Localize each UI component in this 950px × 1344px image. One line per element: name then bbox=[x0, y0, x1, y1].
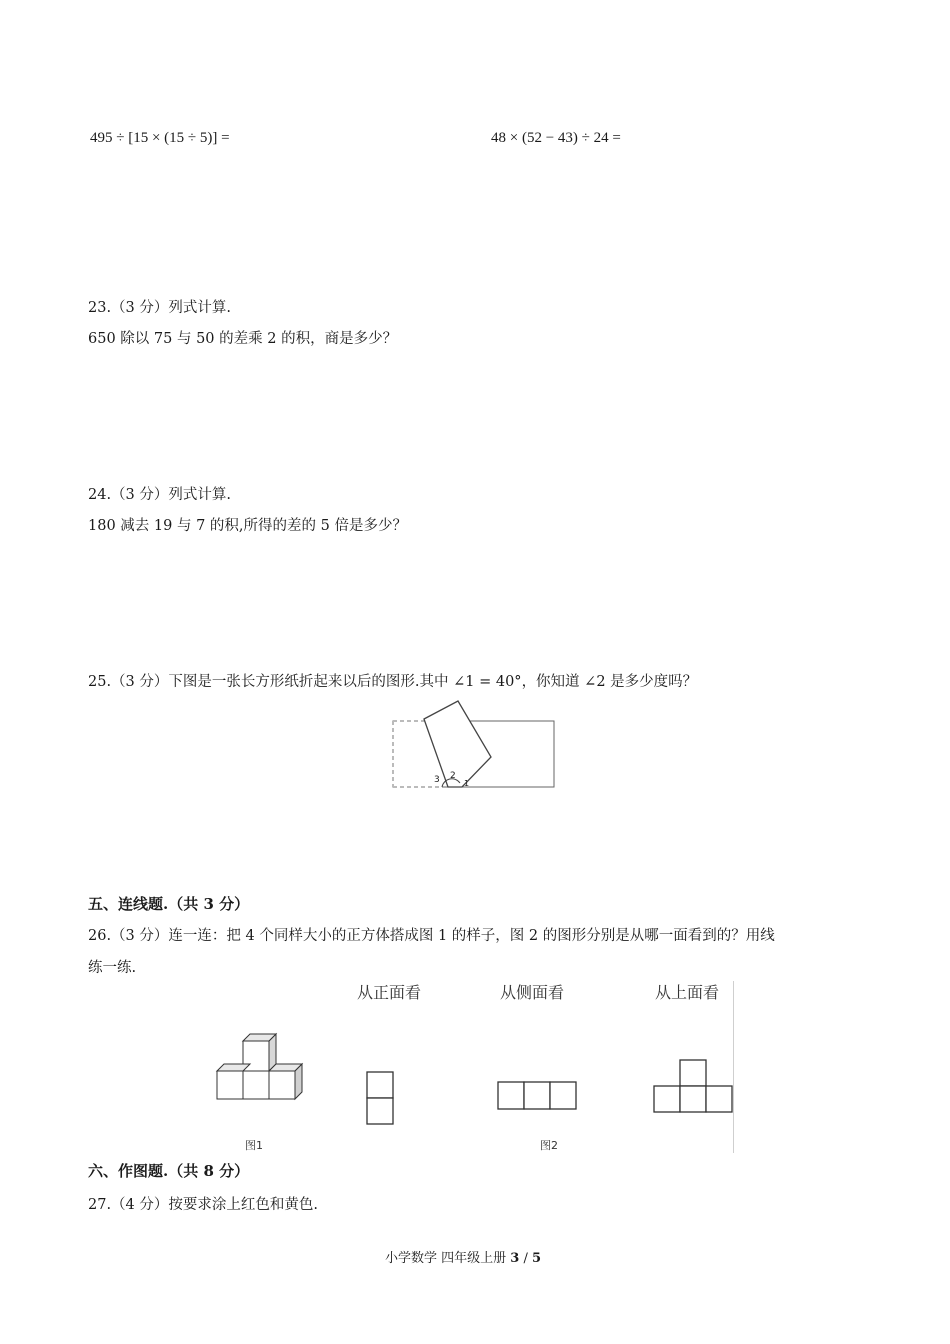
footer-subject: 小学数学 四年级上册 bbox=[385, 1251, 507, 1266]
figure2-label: 图2 bbox=[540, 1139, 558, 1152]
angle-label-1: 1 bbox=[464, 779, 470, 788]
folded-paper-figure bbox=[390, 698, 560, 792]
footer-total-pages: 5 bbox=[532, 1251, 542, 1266]
q24-title: 24.（3 分）列式计算. bbox=[88, 487, 232, 503]
q23-text: 650 除以 75 与 50 的差乘 2 的积，商是多少？ bbox=[88, 331, 398, 347]
q26-line1: 26.（3 分）连一连：把 4 个同样大小的正方体搭成图 1 的样子，图 2 的图形分别是从哪一面看到的？用线 bbox=[88, 928, 775, 944]
q25-text-before: 25.（3 分）下图是一张长方形纸折起来以后的图形.其中 ∠1 = 40° bbox=[88, 674, 522, 690]
angle-label-2: 2 bbox=[450, 771, 456, 781]
angle-label-3: 3 bbox=[434, 775, 440, 785]
figure1-cubes bbox=[210, 1030, 310, 1105]
calc-expression-right: 48 × (52 − 43) ÷ 24 = bbox=[491, 130, 621, 146]
bottom-cube-2 bbox=[243, 1071, 269, 1099]
figure-border bbox=[733, 981, 734, 1153]
bottom-row-side bbox=[295, 1064, 302, 1099]
view-shape-horizontal bbox=[497, 1081, 579, 1111]
footer-separator: / bbox=[523, 1251, 528, 1266]
page-footer bbox=[385, 1247, 541, 1266]
view-label-front: 从正面看 bbox=[357, 983, 422, 1002]
view-label-side: 从侧面看 bbox=[500, 983, 565, 1002]
section6-title: 六、作图题.（共 8 分） bbox=[88, 1162, 250, 1180]
q26-line2: 练一练. bbox=[88, 960, 137, 976]
section5-title: 五、连线题.（共 3 分） bbox=[88, 895, 250, 913]
q25-text bbox=[88, 670, 697, 691]
bottom-cube-3 bbox=[269, 1071, 295, 1099]
q23-title: 23.（3 分）列式计算. bbox=[88, 300, 232, 316]
bottom-cube-1 bbox=[217, 1071, 243, 1099]
view-shape-vertical bbox=[366, 1071, 396, 1127]
q25-text-after: ，你知道 ∠2 是多少度吗？ bbox=[521, 674, 698, 690]
footer-page-number: 3 bbox=[510, 1251, 520, 1266]
q27-title: 27.（4 分）按要求涂上红色和黄色. bbox=[88, 1197, 319, 1213]
figure1-label: 图1 bbox=[245, 1139, 263, 1152]
view-shape-t bbox=[653, 1059, 735, 1115]
calc-expression-left: 495 ÷ [15 × (15 ÷ 5)] = bbox=[90, 130, 230, 146]
view-label-top: 从上面看 bbox=[655, 983, 720, 1002]
q24-text: 180 减去 19 与 7 的积,所得的差的 5 倍是多少？ bbox=[88, 518, 407, 534]
